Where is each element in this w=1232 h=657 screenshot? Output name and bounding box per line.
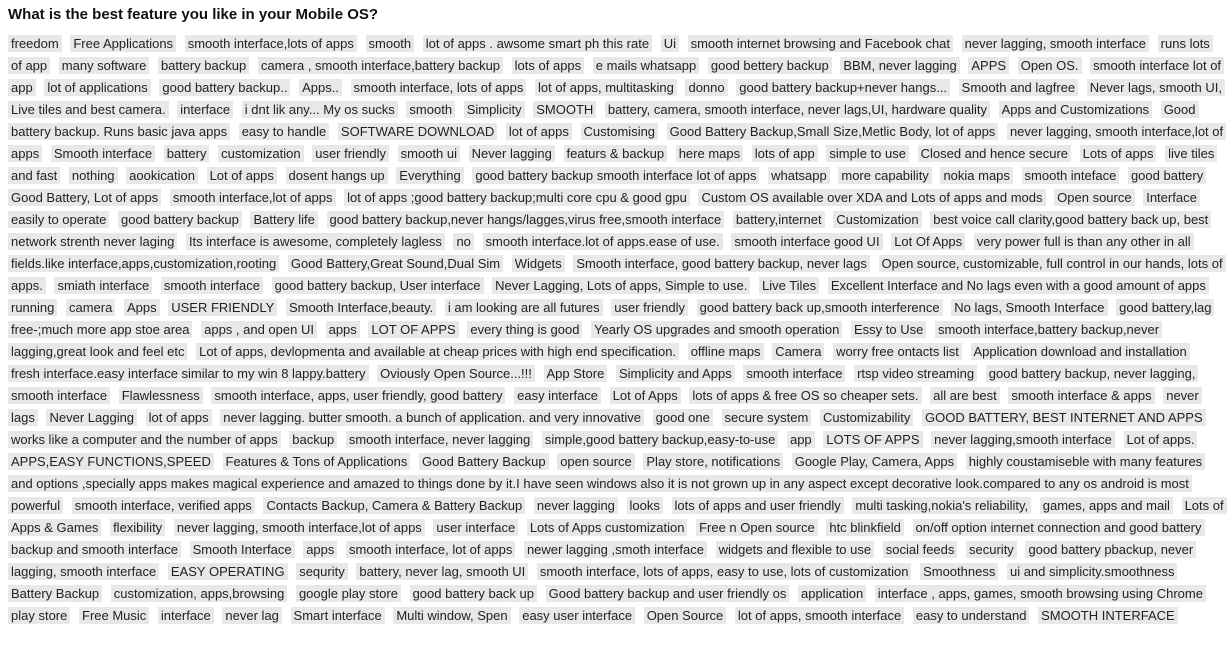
answer-tag: simple,good battery backup,easy-to-use xyxy=(542,431,779,448)
answer-tag: good battery backup, never lagging, smooth interface xyxy=(8,365,1198,404)
answer-tag: Free Music xyxy=(79,607,149,624)
answer-tag: apps xyxy=(326,321,360,338)
answer-tag: good battery,lag free-;much more app stoe area xyxy=(8,299,1214,338)
answer-tag: Yearly OS upgrades and smooth operation xyxy=(591,321,842,338)
answer-tag: Customising xyxy=(581,123,659,140)
answer-tag: very power full is than any other in all fields.like interface,apps,customization,rooting xyxy=(8,233,1194,272)
answer-tag: Customization xyxy=(833,211,921,228)
answer-tag: Smooth interface, good battery backup, never lags xyxy=(573,255,870,272)
answer-tag: interface xyxy=(177,101,233,118)
answer-tag: USER FRIENDLY xyxy=(168,299,277,316)
question-title: What is the best feature you like in your Mobile OS? xyxy=(8,6,379,23)
answer-tag: Everything xyxy=(396,167,463,184)
answer-tag: whatsapp xyxy=(768,167,830,184)
answer-tag: camera , smooth interface,battery backup xyxy=(258,57,503,74)
answer-tag: user friendly xyxy=(611,299,688,316)
answer-tag: user interface xyxy=(433,519,518,536)
answer-tag: freedom xyxy=(8,35,62,52)
answer-tag: looks xyxy=(627,497,663,514)
answer-tag: APPS,EASY FUNCTIONS,SPEED xyxy=(8,453,214,470)
answer-tag: smooth interface xyxy=(161,277,263,294)
answer-tag: smooth interface, apps, user friendly, good battery xyxy=(211,387,505,404)
answer-tag: good battery back up xyxy=(410,585,537,602)
answer-tag: APPS xyxy=(968,57,1009,74)
answer-tag: lots of apps xyxy=(512,57,585,74)
answer-tag: never lagging. butter smooth. a bunch of application. and very innovative xyxy=(220,409,644,426)
answer-tag: Widgets xyxy=(512,255,565,272)
answer-tag: Good Battery, Lot of apps xyxy=(8,189,161,206)
answer-tag: nokia maps xyxy=(940,167,1012,184)
answer-tag: secure system xyxy=(722,409,812,426)
answer-tag: Lots of Apps & Games xyxy=(8,497,1227,536)
answer-tag: EASY OPERATING xyxy=(168,563,288,580)
answer-tag: LOT OF APPS xyxy=(368,321,458,338)
answer-tag: no xyxy=(453,233,473,250)
answer-tag: Smooth and lagfree xyxy=(959,79,1078,96)
answer-tag: Apps xyxy=(124,299,160,316)
answer-tag: games, apps and mail xyxy=(1040,497,1173,514)
answer-tag: smooth xyxy=(366,35,415,52)
answer-tag: lots of app xyxy=(752,145,818,162)
answer-tag: donno xyxy=(685,79,727,96)
answer-tag: play store xyxy=(8,607,70,624)
answer-tag: Apps and Customizations xyxy=(999,101,1152,118)
answer-tag: many software xyxy=(59,57,150,74)
answer-tag: more capability xyxy=(838,167,931,184)
answer-tag: Application download and installation xyxy=(971,343,1190,360)
answer-tag: smooth interface,lots of apps xyxy=(185,35,357,52)
answer-tag: battery, never lag, smooth UI xyxy=(356,563,528,580)
answer-tag: best voice call clarity,good battery back up, best network strenth never laging xyxy=(8,211,1211,250)
answer-tag: good battery back up,smooth interference xyxy=(697,299,943,316)
answer-tag: smooth internet browsing and Facebook chat xyxy=(688,35,953,52)
answer-tag: smooth interface,battery backup,never lagging,great look and feel etc xyxy=(8,321,1162,360)
answer-tag: good battery backup+never hangs... xyxy=(736,79,950,96)
answer-tag: Never Lagging, Lots of apps, Simple to use. xyxy=(492,277,750,294)
answer-tag: good battery backup,never hangs/lagges,virus free,smooth interface xyxy=(327,211,725,228)
answer-tag: runs lots of app xyxy=(8,35,1213,74)
answer-tag: lot of apps xyxy=(146,409,212,426)
answer-tag: smooth interface lot of app xyxy=(8,57,1224,96)
answer-tag: Features & Tons of Applications xyxy=(223,453,411,470)
answer-tag: camera xyxy=(66,299,115,316)
answer-tag: good battery pbackup, never lagging, smooth interface xyxy=(8,541,1196,580)
answer-tag: Custom OS available over XDA and Lots of apps and mods xyxy=(698,189,1045,206)
answer-tag: GOOD BATTERY, BEST INTERNET AND APPS xyxy=(922,409,1206,426)
answer-tag: never lag xyxy=(222,607,281,624)
answer-tag: SOFTWARE DOWNLOAD xyxy=(338,123,497,140)
answer-tag: smiath interface xyxy=(54,277,152,294)
answer-tag: Customizability xyxy=(820,409,913,426)
answer-tag: battery,internet xyxy=(733,211,825,228)
answer-tag: Camera xyxy=(772,343,824,360)
answer-tag: widgets and flexible to use xyxy=(716,541,874,558)
answer-tag: Smoothness xyxy=(920,563,998,580)
answer-tag: good battery backup xyxy=(118,211,242,228)
answer-tag: Lots of Apps customization xyxy=(527,519,688,536)
answer-tag: google play store xyxy=(296,585,401,602)
answer-tag: Open OS. xyxy=(1018,57,1082,74)
answer-tag: rtsp video streaming xyxy=(854,365,977,382)
answer-tag: BBM, never lagging xyxy=(840,57,959,74)
answer-tag: battery, camera, smooth interface, never lags,UI, hardware quality xyxy=(605,101,990,118)
answer-tag: Good Battery Backup xyxy=(419,453,549,470)
answer-tag: smooth xyxy=(406,101,455,118)
answer-tag: all are best xyxy=(930,387,1000,404)
answer-tag: never lagging xyxy=(534,497,618,514)
answer-tag: aookication xyxy=(126,167,198,184)
answer-tag: Lot Of Apps xyxy=(891,233,965,250)
answer-tag: LOTS OF APPS xyxy=(823,431,922,448)
answer-tag: apps xyxy=(303,541,337,558)
answer-tag: smooth interface, lots of apps, easy to use, lots of customization xyxy=(537,563,912,580)
answer-tag: smooth interface, verified apps xyxy=(72,497,255,514)
answer-tag: Oviously Open Source...!!! xyxy=(377,365,535,382)
answer-tag: Good Battery Backup,Small Size,Metlic Body, lot of apps xyxy=(667,123,999,140)
answer-tag: nothing xyxy=(69,167,118,184)
answer-tag: featurs & backup xyxy=(564,145,668,162)
answer-tag: interface , apps, games, smooth browsing using Chrome xyxy=(875,585,1206,602)
answer-tag: smooth ui xyxy=(398,145,460,162)
answer-tag: here maps xyxy=(676,145,743,162)
answer-tag: customization, apps,browsing xyxy=(111,585,288,602)
answer-tag: Lot of apps. xyxy=(1124,431,1198,448)
answer-tag: open source xyxy=(557,453,635,470)
answer-tag: Never lags, smooth UI, Live tiles and best camera. xyxy=(8,79,1225,118)
answer-tag: never lagging, smooth interface xyxy=(962,35,1149,52)
answer-tag: Apps.. xyxy=(299,79,342,96)
answer-tag: never lagging, smooth interface,lot of apps xyxy=(174,519,425,536)
answer-tag: interface xyxy=(158,607,214,624)
answer-tag: dosent hangs up xyxy=(286,167,388,184)
answer-tag: good battery xyxy=(1128,167,1206,184)
answer-tag: good one xyxy=(653,409,713,426)
answer-tag: simple to use xyxy=(826,145,909,162)
answer-tag: smooth interface xyxy=(743,365,845,382)
answer-tag: lot of apps xyxy=(506,123,572,140)
answer-tag: smooth inteface xyxy=(1022,167,1120,184)
answer-tag: Free n Open source xyxy=(696,519,818,536)
answer-tag: social feeds xyxy=(883,541,958,558)
answer-tag: Google Play, Camera, Apps xyxy=(792,453,957,470)
answer-tag: lots of apps and user friendly xyxy=(672,497,844,514)
answer-tag: Simplicity xyxy=(464,101,525,118)
answer-tag: easy user interface xyxy=(519,607,635,624)
answer-tag: i dnt lik any... My os sucks xyxy=(242,101,398,118)
answer-tag: Live Tiles xyxy=(759,277,819,294)
answer-tag: easy interface xyxy=(514,387,601,404)
answer-tag: Its interface is awesome, completely lagless xyxy=(186,233,445,250)
answer-tag: Closed and hence secure xyxy=(918,145,1071,162)
answer-tag: never lagging,smooth interface xyxy=(931,431,1115,448)
answer-tag: Open source xyxy=(1054,189,1134,206)
answer-tag: multi tasking,nokia's reliability, xyxy=(852,497,1031,514)
answer-tag: Battery life xyxy=(250,211,317,228)
answer-tag: never lagging, smooth interface,lot of apps xyxy=(8,123,1226,162)
answer-tag: backup xyxy=(289,431,337,448)
answer-tag: worry free ontacts list xyxy=(833,343,962,360)
answer-tag: easily to operate xyxy=(8,211,109,228)
answer-tag: sequrity xyxy=(296,563,348,580)
answer-tag: Simplicity and Apps xyxy=(616,365,735,382)
answer-tag: lot of apps, smooth interface xyxy=(735,607,904,624)
answer-tag: every thing is good xyxy=(467,321,582,338)
answer-tag: No lags, Smooth Interface xyxy=(951,299,1107,316)
answer-tag: on/off option internet connection and good battery backup and smooth interface xyxy=(8,519,1205,558)
answer-tag: offline maps xyxy=(688,343,764,360)
answer-tag: good battery backup, User interface xyxy=(272,277,484,294)
answer-tag: SMOOTH xyxy=(533,101,596,118)
answer-tag: Free Applications xyxy=(70,35,176,52)
answer-tag: Good Battery,Great Sound,Dual Sim xyxy=(288,255,503,272)
answer-tag: htc blinkfield xyxy=(826,519,904,536)
answer-tag: newer lagging ,smoth interface xyxy=(524,541,707,558)
answer-tag: App Store xyxy=(544,365,608,382)
answer-tag: smooth interface, never lagging xyxy=(346,431,533,448)
answer-tag: smooth interface good UI xyxy=(731,233,882,250)
answer-tag: i am looking are all futures xyxy=(445,299,603,316)
answer-tag: easy to understand xyxy=(913,607,1030,624)
answer-tag: lot of apps, multitasking xyxy=(535,79,677,96)
answer-tag: app xyxy=(787,431,815,448)
answer-tag: works like a computer and the number of apps xyxy=(8,431,281,448)
answer-tag: Never lagging xyxy=(469,145,555,162)
answer-tag: Smooth Interface xyxy=(190,541,295,558)
answer-tag: Lots of apps xyxy=(1080,145,1157,162)
answer-tag: lot of applications xyxy=(44,79,150,96)
answer-tag: lots of apps & free OS so cheaper sets. xyxy=(689,387,921,404)
answer-tag: highly coustamiseble with many features and options ,specially apps makes magical experience and amazed to things done by it.I have seen windows also it is not grown up in any aspect except decorative look.compared to any os android is most powerful xyxy=(8,453,1205,514)
answer-tag: smooth interface & apps xyxy=(1008,387,1154,404)
answer-tag: smooth interface,lot of apps xyxy=(170,189,336,206)
answer-tag: Lot of apps xyxy=(207,167,277,184)
answer-tag: live tiles and fast xyxy=(8,145,1217,184)
answer-tag: Contacts Backup, Camera & Battery Backup xyxy=(263,497,525,514)
answer-tag: Smart interface xyxy=(291,607,385,624)
answer-tag: smooth interface, lots of apps xyxy=(351,79,527,96)
answer-tag: customization xyxy=(218,145,303,162)
answer-tag: Smooth Interface,beauty. xyxy=(286,299,436,316)
answer-tag: user friendly xyxy=(312,145,389,162)
answer-tag: battery xyxy=(164,145,210,162)
answer-tag: apps , and open UI xyxy=(201,321,317,338)
answer-tag: Open source, customizable, full control in our hands, lots of apps. xyxy=(8,255,1226,294)
answer-tag: SMOOTH INTERFACE xyxy=(1038,607,1178,624)
answer-tag: battery backup xyxy=(158,57,249,74)
answer-tag: flexibility xyxy=(110,519,165,536)
answer-tag: good battery backup smooth interface lot of apps xyxy=(472,167,759,184)
answer-tag: Lot of Apps xyxy=(610,387,681,404)
answer-tag: application xyxy=(798,585,866,602)
answer-tag: Ui xyxy=(661,35,679,52)
answer-tag: Smooth interface xyxy=(51,145,155,162)
answer-tag: Interface xyxy=(1143,189,1200,206)
answer-tag: Battery Backup xyxy=(8,585,102,602)
answer-tag: Play store, notifications xyxy=(643,453,783,470)
answer-tag: never lags xyxy=(8,387,1202,426)
answer-tag: smooth interface.lot of apps.ease of use. xyxy=(483,233,723,250)
answer-tag: Good battery backup and user friendly os xyxy=(546,585,790,602)
answer-tag: Lot of apps, devlopmenta and available at cheap prices with high end specification. xyxy=(196,343,679,360)
answer-tag: lot of apps . awsome smart ph this rate xyxy=(423,35,652,52)
answer-tag: fresh interface.easy interface similar to my win 8 lappy.battery xyxy=(8,365,369,382)
answer-tag: e mails whatsapp xyxy=(593,57,699,74)
answer-list xyxy=(8,33,1224,627)
answer-tag: Multi window, Spen xyxy=(393,607,510,624)
answer-tag: Excellent Interface and No lags even with a good amount of apps running xyxy=(8,277,1209,316)
answer-tag: Flawlessness xyxy=(119,387,203,404)
answer-tag: ui and simplicity.smoothness xyxy=(1007,563,1178,580)
answer-tag: smooth interface, lot of apps xyxy=(346,541,515,558)
answer-tag: security xyxy=(966,541,1017,558)
answer-tag: good battery backup.. xyxy=(159,79,290,96)
answer-tag: Open Source xyxy=(644,607,727,624)
answer-tag: good bettery backup xyxy=(708,57,832,74)
answer-tag: Good battery backup. Runs basic java apps xyxy=(8,101,1199,140)
answer-tag: easy to handle xyxy=(239,123,330,140)
answer-tag: Essy to Use xyxy=(851,321,926,338)
answer-tag: Never Lagging xyxy=(46,409,137,426)
answer-tag: lot of apps ;good battery backup;multi core cpu & good gpu xyxy=(344,189,690,206)
